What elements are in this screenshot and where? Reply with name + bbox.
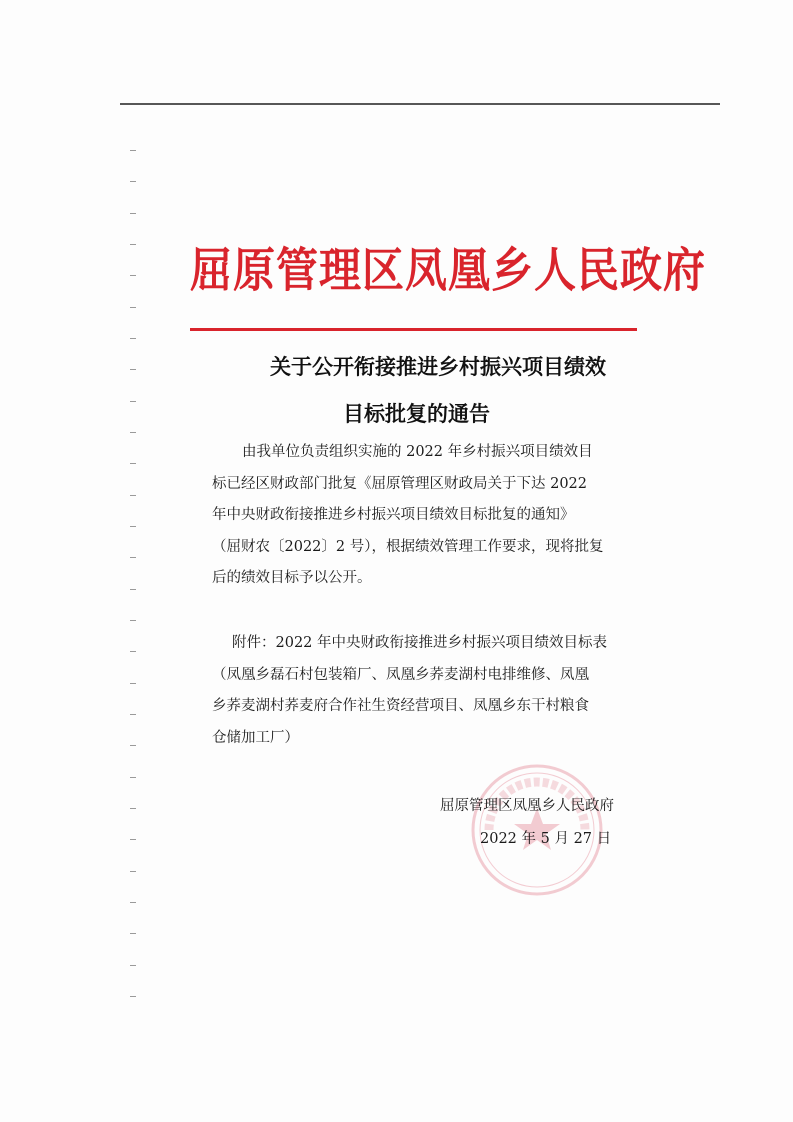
scan-edge-line (120, 103, 720, 105)
body-line: 后的绩效目标予以公开。 (212, 570, 372, 586)
notice-title-line-1: 关于公开衔接推进乡村振兴项目绩效 (270, 355, 606, 379)
issuer-name: 屈原管理区凤凰乡人民政府 (440, 798, 614, 814)
body-line: 标已经区财政部门批复《屈原管理区财政局关于下达 2022 (212, 475, 588, 492)
body-line: 年中央财政衔接推进乡村振兴项目绩效目标批复的通知》 (212, 507, 575, 523)
body-line: 由我单位负责组织实施的 2022 年乡村振兴项目绩效目 (242, 444, 593, 460)
attachment-section (212, 628, 612, 754)
issue-date: 2022 年 5 月 27 日 (480, 831, 612, 847)
attachment-line: 附件：2022 年中央财政衔接推进乡村振兴项目绩效目标表 (232, 635, 608, 651)
body-line: （屈财农〔2022〕2 号），根据绩效管理工作要求，现将批复 (212, 538, 604, 555)
signature-block (440, 790, 640, 856)
attachment-line: 乡荞麦湖村荞麦府合作社生资经营项目、凤凰乡东干村粮食 (212, 698, 589, 714)
binding-margin-ticks (130, 150, 138, 1010)
masthead-red-rule (190, 328, 637, 331)
masthead-title: 屈原管理区凤凰乡人民政府 (190, 242, 707, 298)
attachment-line: （凤凰乡磊石村包装箱厂、凤凰乡荞麦湖村电排维修、凤凰 (212, 666, 589, 683)
attachment-line: 仓储加工厂） (212, 729, 299, 746)
notice-body (212, 437, 612, 595)
notice-title-line-2: 目标批复的通告 (343, 402, 490, 426)
